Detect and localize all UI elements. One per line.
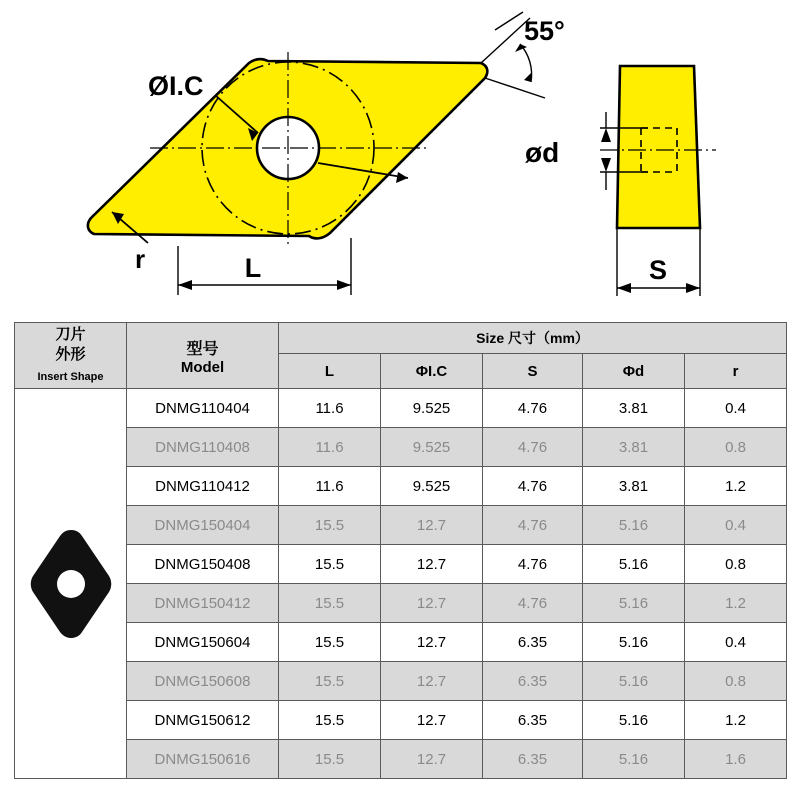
cell-L: 11.6 <box>279 428 381 467</box>
rhombic-insert-icon <box>25 524 117 644</box>
cell-r: 0.4 <box>685 506 787 545</box>
cell-d: 5.16 <box>583 740 685 779</box>
cell-model: DNMG150604 <box>127 623 279 662</box>
cell-S: 4.76 <box>483 389 583 428</box>
table-row <box>15 623 787 662</box>
cell-IC: 12.7 <box>381 701 483 740</box>
cell-r: 0.4 <box>685 389 787 428</box>
header-size-group: Size 尺寸（mm） <box>279 323 787 354</box>
table-row <box>15 662 787 701</box>
angle-label: 55° <box>524 16 565 46</box>
cell-L: 15.5 <box>279 506 381 545</box>
length-dimension <box>178 238 351 295</box>
bore-diameter-label: ød <box>525 137 560 168</box>
header-model-cn: 型号 <box>186 340 219 358</box>
cell-d: 3.81 <box>583 428 685 467</box>
cell-d: 5.16 <box>583 662 685 701</box>
header-insert-shape <box>15 323 127 389</box>
cell-IC: 12.7 <box>381 623 483 662</box>
cell-d: 5.16 <box>583 584 685 623</box>
cell-d: 5.16 <box>583 506 685 545</box>
cell-L: 15.5 <box>279 662 381 701</box>
table-row <box>15 545 787 584</box>
cell-r: 0.8 <box>685 545 787 584</box>
cell-d: 5.16 <box>583 545 685 584</box>
cell-model: DNMG150612 <box>127 701 279 740</box>
cell-d: 5.16 <box>583 701 685 740</box>
cell-S: 4.76 <box>483 428 583 467</box>
header-insert-shape-cn2: 外形 <box>55 346 86 364</box>
cell-L: 15.5 <box>279 701 381 740</box>
cell-IC: 12.7 <box>381 662 483 701</box>
cell-d: 5.16 <box>583 623 685 662</box>
cell-r: 1.6 <box>685 740 787 779</box>
table-header-row-1 <box>15 323 787 354</box>
cell-IC: 12.7 <box>381 740 483 779</box>
cell-L: 11.6 <box>279 389 381 428</box>
cell-IC: 9.525 <box>381 389 483 428</box>
side-view-body <box>617 66 700 228</box>
header-col-d: Φd <box>583 354 685 389</box>
cell-model: DNMG150412 <box>127 584 279 623</box>
insert-spec-table <box>14 322 787 779</box>
cell-S: 4.76 <box>483 584 583 623</box>
cell-r: 0.8 <box>685 662 787 701</box>
table-row <box>15 701 787 740</box>
cell-r: 1.2 <box>685 584 787 623</box>
header-col-IC: ΦI.C <box>381 354 483 389</box>
cell-model: DNMG150408 <box>127 545 279 584</box>
cell-S: 6.35 <box>483 701 583 740</box>
table-row <box>15 389 787 428</box>
ic-label: ØI.C <box>148 71 204 101</box>
cell-model: DNMG150616 <box>127 740 279 779</box>
cell-L: 15.5 <box>279 584 381 623</box>
cell-L: 11.6 <box>279 467 381 506</box>
corner-radius-label: r <box>135 244 146 274</box>
header-col-S: S <box>483 354 583 389</box>
thickness-label: S <box>648 255 668 285</box>
length-label: L <box>244 253 262 283</box>
cell-model: DNMG110412 <box>127 467 279 506</box>
header-insert-shape-en: Insert Shape <box>37 370 104 383</box>
table-row <box>15 740 787 779</box>
insert-side-view <box>600 66 716 228</box>
cell-S: 4.76 <box>483 545 583 584</box>
header-model-en: Model <box>180 358 225 376</box>
table-row <box>15 506 787 545</box>
cell-L: 15.5 <box>279 623 381 662</box>
cell-IC: 9.525 <box>381 428 483 467</box>
header-insert-shape-cn1: 刀片 <box>55 326 86 344</box>
header-model <box>127 323 279 389</box>
cell-S: 4.76 <box>483 506 583 545</box>
header-col-L: L <box>279 354 381 389</box>
cell-S: 6.35 <box>483 623 583 662</box>
cell-model: DNMG150608 <box>127 662 279 701</box>
cell-d: 3.81 <box>583 389 685 428</box>
cell-S: 6.35 <box>483 740 583 779</box>
insert-geometry-svg <box>0 0 800 318</box>
cell-model: DNMG150404 <box>127 506 279 545</box>
cell-IC: 12.7 <box>381 584 483 623</box>
cell-r: 1.2 <box>685 701 787 740</box>
insert-shape-swatch <box>15 524 126 644</box>
cell-r: 0.4 <box>685 623 787 662</box>
technical-drawing <box>0 0 800 318</box>
header-col-r: r <box>685 354 787 389</box>
cell-r: 1.2 <box>685 467 787 506</box>
cell-S: 6.35 <box>483 662 583 701</box>
cell-IC: 12.7 <box>381 545 483 584</box>
cell-model: DNMG110404 <box>127 389 279 428</box>
cell-S: 4.76 <box>483 467 583 506</box>
table-row <box>15 428 787 467</box>
table-row <box>15 584 787 623</box>
table-row <box>15 467 787 506</box>
cell-d: 3.81 <box>583 467 685 506</box>
cell-r: 0.8 <box>685 428 787 467</box>
cell-L: 15.5 <box>279 545 381 584</box>
cell-model: DNMG110408 <box>127 428 279 467</box>
cell-L: 15.5 <box>279 740 381 779</box>
cell-IC: 12.7 <box>381 506 483 545</box>
insert-shape-swatch-cell <box>15 389 127 779</box>
cell-IC: 9.525 <box>381 467 483 506</box>
